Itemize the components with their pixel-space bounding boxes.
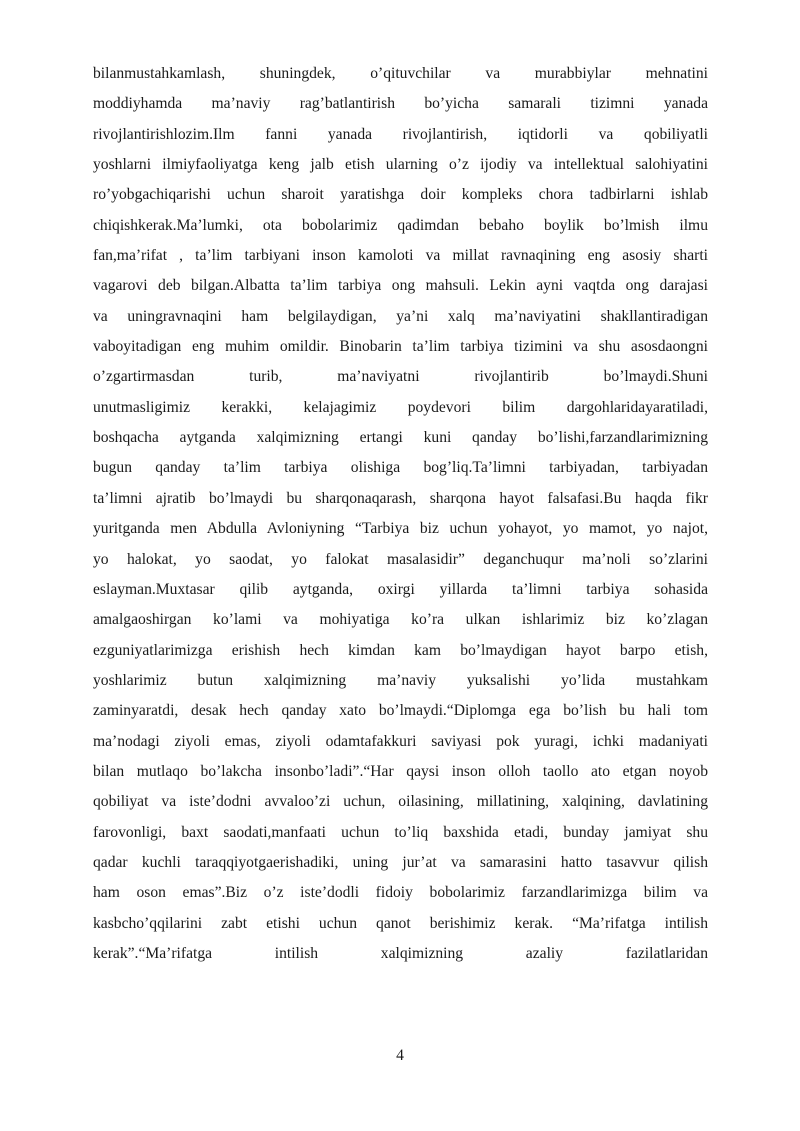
text-line: chiqishkerak.Ma’lumki, ota bobolarimiz qadimdan bebaho boylik bo’lmish ilmu [93,216,708,234]
text-line: kerak”.“Ma’rifatga intilish xalqimizning azaliy fazilatlaridan [93,944,708,962]
text-line: fan,ma’rifat , ta’lim tarbiyani inson kamoloti va millat ravnaqining eng asosiy sharti [93,247,708,265]
text-line: bilanmustahkamlash, shuningdek, o’qituvchilar va murabbiylar mehnatini [93,65,708,82]
text-line: yuritganda men Abdulla Avloniyning “Tarbiya biz uchun yohayot, yo mamot, yo najot, [93,520,708,538]
text-line: kasbcho’qqilarini zabt etishi uchun qanot berishimiz kerak. “Ma’rifatga intilish [93,914,708,932]
text-line: boshqacha aytganda xalqimizning ertangi kuni qanday bo’lishi,farzandlarimizning [93,429,708,447]
text-line: zaminyaratdi, desak hech qanday xato bo’lmaydi.“Diplomga ega bo’lish bu hali tom [93,702,708,720]
text-line: ro’yobgachiqarishi uchun sharoit yaratishga doir kompleks chora tadbirlarni ishlab [93,186,708,204]
text-line: ma’nodagi ziyoli emas, ziyoli odamtafakkuri saviyasi pok yuragi, ichki madaniyati [93,732,708,750]
text-line: qadar kuchli taraqqiyotgaerishadiki, uning jur’at va samarasini hatto tasavvur qilish [93,853,708,871]
text-line: farovonligi, baxt saodati,manfaati uchun to’liq baxshida etadi, bunday jamiyat shu [93,823,708,841]
text-line: amalgaoshirgan ko’lami va mohiyatiga ko’ra ulkan ishlarimiz biz ko’zlagan [93,611,708,629]
text-line: unutmasligimiz kerakki, kelajagimiz poydevori bilim dargohlaridayaratiladi, [93,398,708,416]
text-line: ezguniyatlarimizga erishish hech kimdan kam bo’lmaydigan hayot barpo etish, [93,641,708,659]
text-line: o’zgartirmasdan turib, ma’naviyatni rivojlantirib bo’lmaydi.Shuni [93,368,708,386]
text-line: ham oson emas”.Biz o’z iste’dodli fidoiy bobolarimiz farzandlarimizga bilim va [93,884,708,902]
text-line: rivojlantirishlozim.Ilm fanni yanada rivojlantirish, iqtidorli va qobiliyatli [93,125,708,143]
text-line: moddiyhamda ma’naviy rag’batlantirish bo’yicha samarali tizimni yanada [93,95,708,113]
text-line: bugun qanday ta’lim tarbiya olishiga bog’liq.Ta’limni tarbiyadan, tarbiyadan [93,459,708,477]
text-line: vagarovi deb bilgan.Albatta ta’lim tarbiya ong mahsuli. Lekin ayni vaqtda ong darajasi [93,277,708,295]
text-line: yoshlarimiz butun xalqimizning ma’naviy yuksalishi yo’lida mustahkam [93,671,708,689]
text-line: ta’limni ajratib bo’lmaydi bu sharqonaqarash, sharqona hayot falsafasi.Bu haqda fikr [93,489,708,507]
text-line: va uningravnaqini ham belgilaydigan, ya’ni xalq ma’naviyatini shakllantiradigan [93,307,708,325]
text-line: yoshlarni ilmiyfaoliyatga keng jalb etish ularning o’z ijodiy va intellektual salohiyatini [93,156,708,174]
page-number: 4 [396,1047,404,1064]
text-line: bilan mutlaqo bo’lakcha insonbo’ladi”.“Har qaysi inson olloh taollo ato etgan noyob [93,762,708,780]
body-text [93,59,708,969]
text-line: eslayman.Muxtasar qilib aytganda, oxirgi yillarda ta’limni tarbiya sohasida [93,580,708,598]
text-line: vaboyitadigan eng muhim omildir. Binobarin ta’lim tarbiya tizimini va shu asosdaongni [93,338,708,356]
text-line: qobiliyat va iste’dodni avvaloo’zi uchun, oilasining, millatining, xalqining, davlatining [93,793,708,811]
text-line: yo halokat, yo saodat, yo falokat masalasidir” deganchuqur ma’noli so’zlarini [93,550,708,568]
